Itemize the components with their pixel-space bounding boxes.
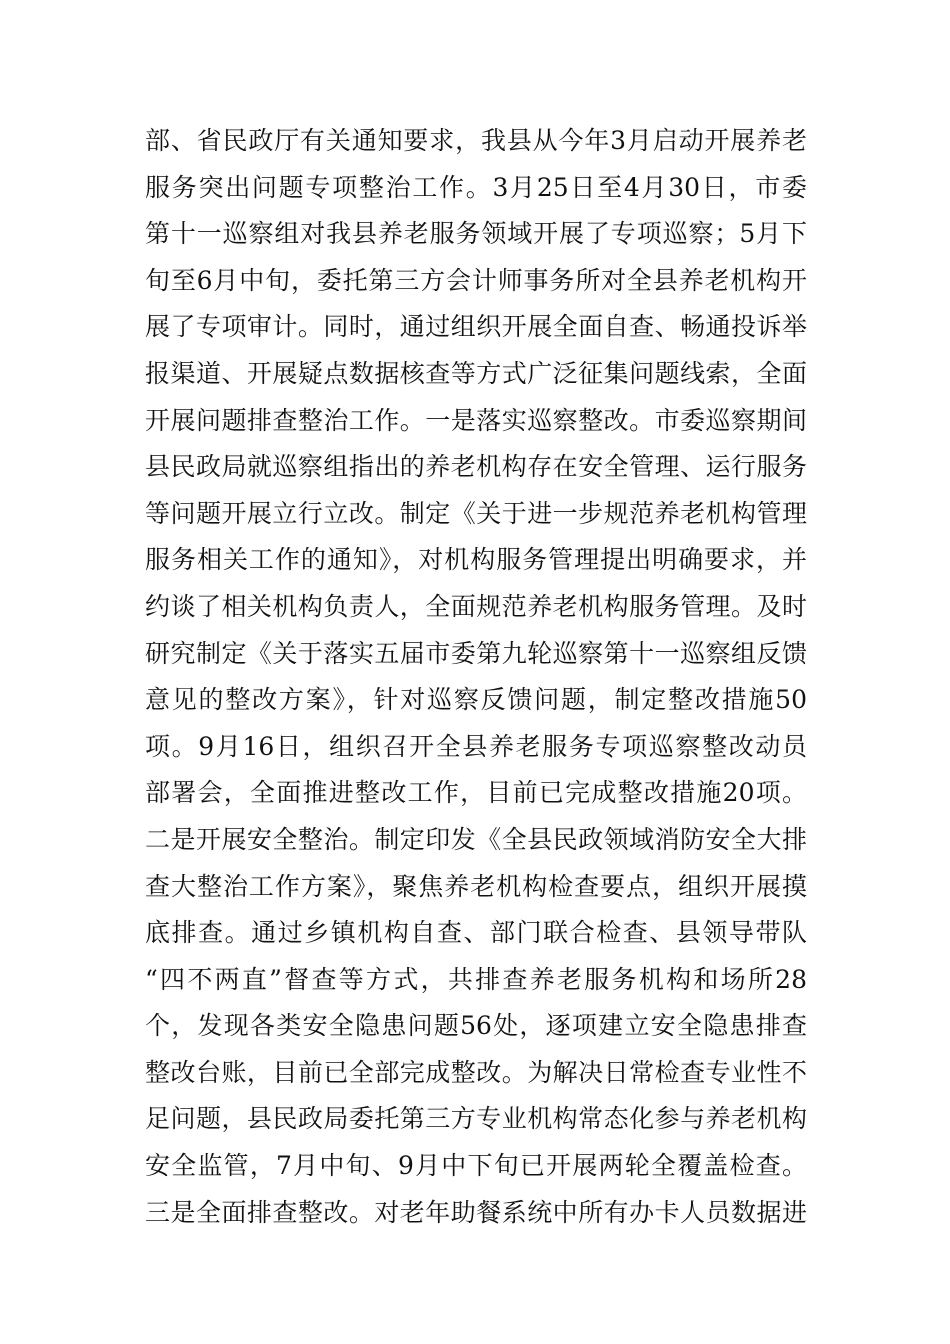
text-line: 意见的整改方案》，针对巡察反馈问题，制定整改措施50 xyxy=(145,685,807,715)
text-line: 服务相关工作的通知》，对机构服务管理提出明确要求，并 xyxy=(145,545,807,575)
text-line: 第十一巡察组对我县养老服务领域开展了专项巡察；5月下 xyxy=(145,219,807,249)
text-line: 报渠道、开展疑点数据核查等方式广泛征集问题线索，全面 xyxy=(145,358,807,388)
text-line: 底排查。通过乡镇机构自查、部门联合检查、县领导带队 xyxy=(145,918,807,948)
text-line: “四不两直”督查等方式，共排查养老服务机构和场所28 xyxy=(145,964,807,994)
text-line: 安全监管，7月中旬、9月中下旬已开展两轮全覆盖检查。 xyxy=(145,1151,807,1181)
text-line: 查大整治工作方案》，聚焦养老机构检查要点，组织开展摸 xyxy=(145,871,807,901)
text-line: 个，发现各类安全隐患问题56处，逐项建立安全隐患排查 xyxy=(145,1011,807,1041)
text-line: 等问题开展立行立改。制定《关于进一步规范养老机构管理 xyxy=(145,498,807,528)
text-line: 展了专项审计。同时，通过组织开展全面自查、畅通投诉举 xyxy=(145,312,807,342)
text-line: 项。9月16日，组织召开全县养老服务专项巡察整改动员 xyxy=(145,731,807,761)
text-line: 旬至6月中旬，委托第三方会计师事务所对全县养老机构开 xyxy=(145,265,807,295)
text-line: 服务突出问题专项整治工作。3月25日至4月30日，市委 xyxy=(145,172,807,202)
text-line: 部署会，全面推进整改工作，目前已完成整改措施20项。 xyxy=(145,778,807,808)
text-line: 约谈了相关机构负责人，全面规范养老机构服务管理。及时 xyxy=(145,591,807,621)
text-line: 足问题，县民政局委托第三方专业机构常态化参与养老机构 xyxy=(145,1104,807,1134)
text-line: 部、省民政厅有关通知要求，我县从今年3月启动开展养老 xyxy=(145,126,807,155)
text-line: 县民政局就巡察组指出的养老机构存在安全管理、运行服务 xyxy=(145,452,807,482)
text-line: 研究制定《关于落实五届市委第九轮巡察第十一巡察组反馈 xyxy=(145,638,807,668)
text-line: 整改台账，目前已全部完成整改。为解决日常检查专业性不 xyxy=(145,1057,807,1087)
text-line: 三是全面排查整改。对老年助餐系统中所有办卡人员数据进 xyxy=(145,1197,807,1227)
text-line: 开展问题排查整治工作。一是落实巡察整改。市委巡察期间 xyxy=(145,405,807,435)
document-body xyxy=(145,118,807,1236)
text-line: 二是开展安全整治。制定印发《全县民政领域消防安全大排 xyxy=(145,824,807,854)
